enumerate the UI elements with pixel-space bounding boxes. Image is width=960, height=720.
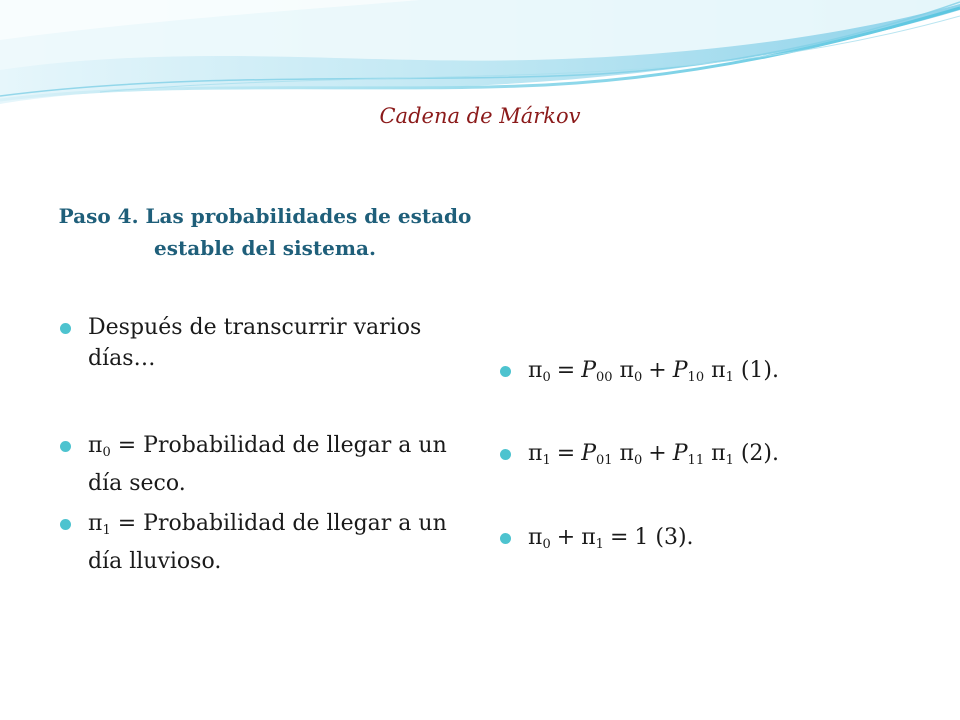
pi-subscript: 1 xyxy=(595,537,604,552)
rhs-value: 1 xyxy=(634,525,649,550)
coef-symbol: P xyxy=(581,441,596,466)
coef-symbol: P xyxy=(672,358,688,383)
equation-text xyxy=(500,438,920,476)
lhs-subscript: 1 xyxy=(542,453,551,468)
coef-symbol: P xyxy=(672,441,688,466)
coef-subscript: 00 xyxy=(596,370,613,385)
pi-symbol: π xyxy=(619,441,635,466)
bullet-dot-icon xyxy=(500,533,511,544)
coef-subscript: 11 xyxy=(687,453,705,468)
equals-sign: = xyxy=(609,525,629,550)
lhs-symbol: π xyxy=(528,441,543,466)
pi-symbol: π xyxy=(711,358,726,383)
pi-subscript: 0 xyxy=(634,453,643,468)
bullet-pi0-definition xyxy=(60,430,470,499)
equation-2 xyxy=(500,438,920,476)
equals-sign: = xyxy=(556,358,576,383)
lhs-subscript: 0 xyxy=(542,370,551,385)
bullet-pi1-definition xyxy=(60,508,470,577)
bullet-dot-icon xyxy=(60,441,71,452)
definition-text: = Probabilidad de llegar a un día lluvioso. xyxy=(88,511,447,574)
pi-symbol: π xyxy=(581,525,596,550)
equation-3 xyxy=(500,522,920,560)
pi-subscript: 0 xyxy=(102,445,111,460)
pi-symbol: π xyxy=(88,433,103,458)
pi-subscript: 0 xyxy=(634,370,643,385)
bullet-text xyxy=(60,430,470,499)
plus-sign: + xyxy=(648,358,667,383)
pi-symbol: π xyxy=(88,511,103,536)
equation-1 xyxy=(500,355,920,393)
bullet-dot-icon xyxy=(60,323,71,334)
bullet-text: Después de transcurrir varios días… xyxy=(88,315,422,371)
bullet-dot-icon xyxy=(500,366,511,377)
equation-label: (3). xyxy=(655,525,694,550)
coef-subscript: 01 xyxy=(596,453,613,468)
plus-sign: + xyxy=(556,525,576,550)
coef-subscript: 10 xyxy=(687,370,705,385)
bullet-dot-icon xyxy=(60,519,71,530)
plus-sign: + xyxy=(648,441,667,466)
equation-label: (2). xyxy=(740,441,779,466)
pi-subscript: 1 xyxy=(102,523,111,538)
bullet-dot-icon xyxy=(500,449,511,460)
pi-symbol: π xyxy=(528,525,543,550)
equation-text xyxy=(500,522,920,560)
pi-subscript: 1 xyxy=(725,453,734,468)
pi-symbol: π xyxy=(619,358,635,383)
lhs-symbol: π xyxy=(528,358,543,383)
equals-sign: = xyxy=(556,441,576,466)
header-wave-decoration xyxy=(0,0,960,120)
definition-text: = Probabilidad de llegar a un día seco. xyxy=(88,433,447,496)
pi-symbol: π xyxy=(711,441,726,466)
coef-symbol: P xyxy=(581,358,596,383)
slide-subtitle: Paso 4. Las probabilidades de estado estable del sistema. xyxy=(58,204,472,260)
equation-label: (1). xyxy=(740,358,779,383)
bullet-description xyxy=(60,312,470,374)
slide-title: Cadena de Márkov xyxy=(379,104,581,128)
bullet-text xyxy=(60,508,470,577)
pi-subscript: 1 xyxy=(725,370,734,385)
pi-subscript: 0 xyxy=(542,537,551,552)
equation-text xyxy=(500,355,920,393)
